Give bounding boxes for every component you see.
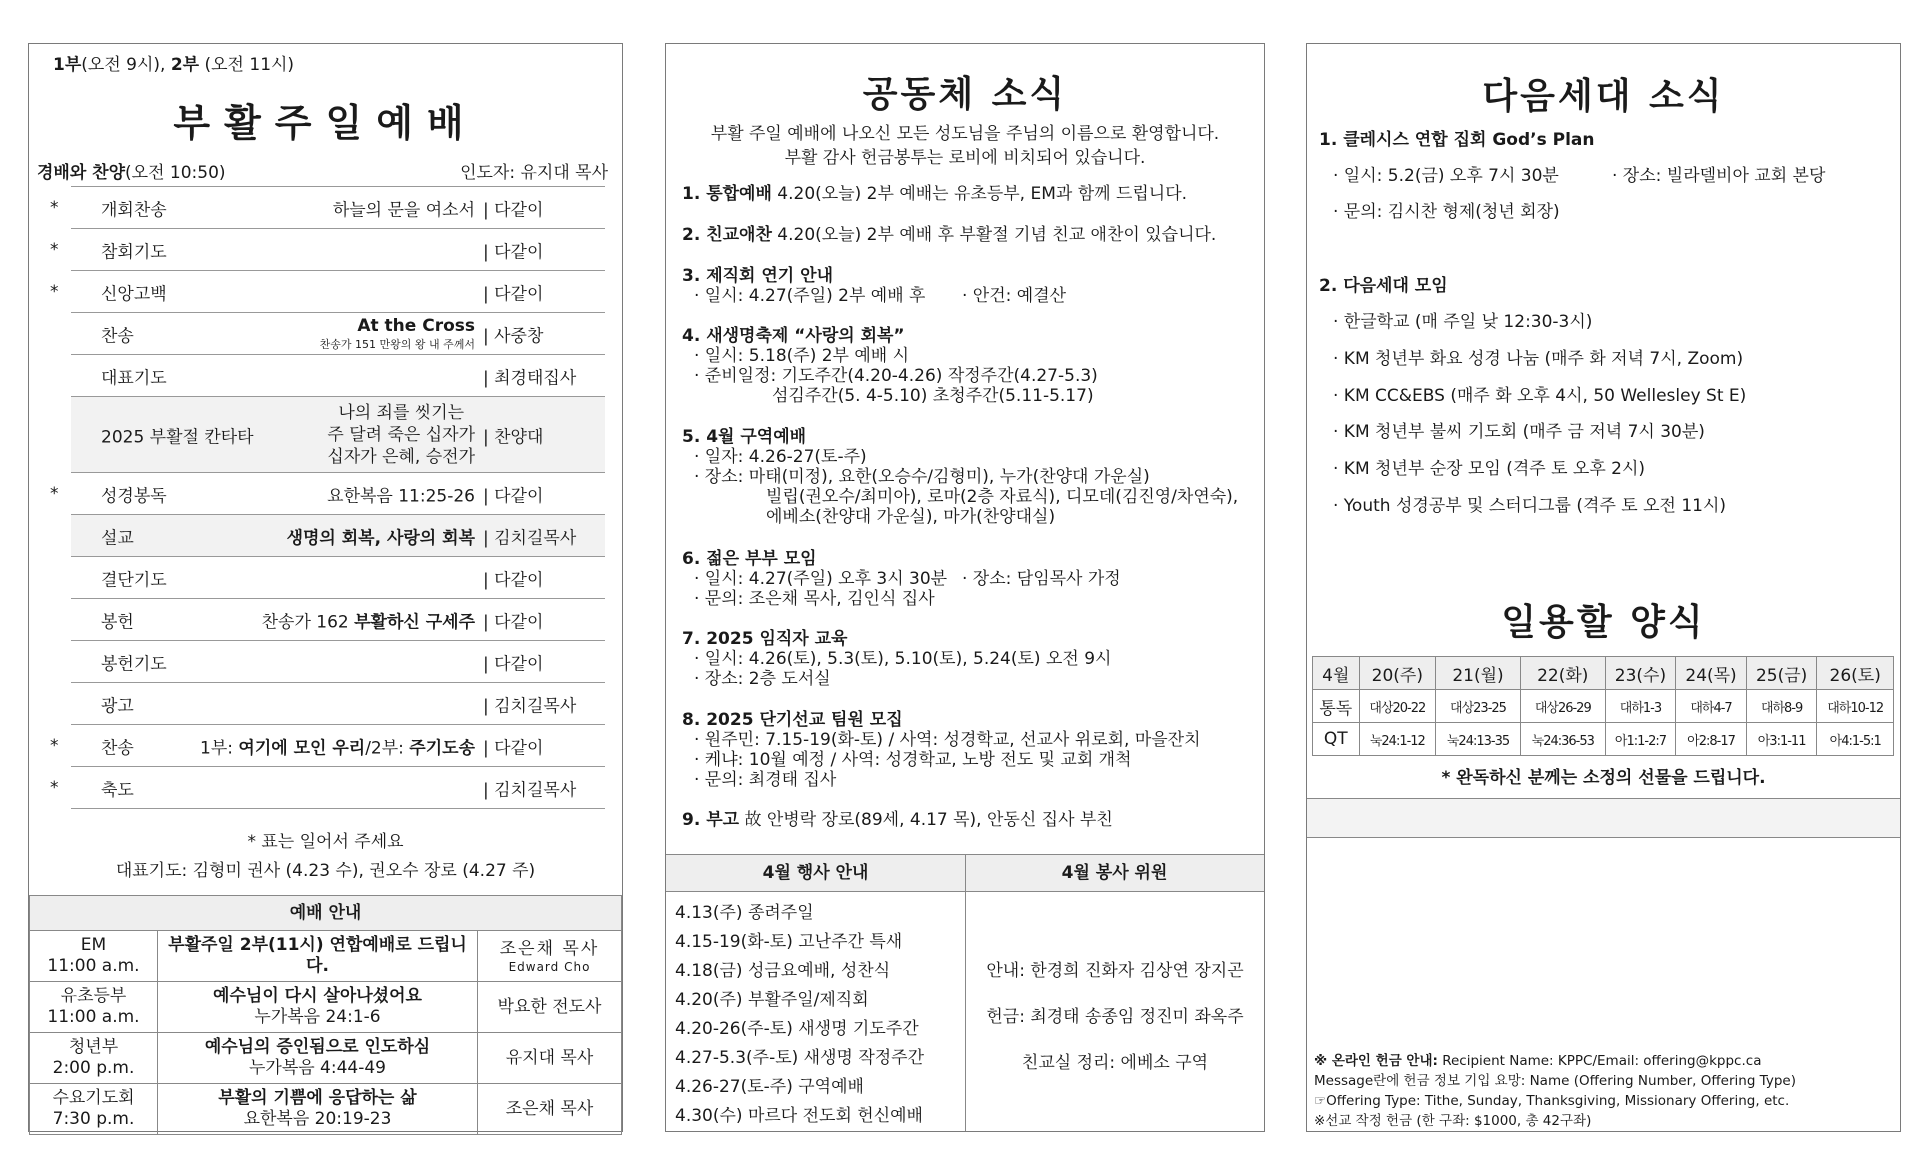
list-item: 4.27-5.3(주-토) 새생명 작정주간: [675, 1048, 925, 1068]
news-item: 1. 통합예배 4.20(오늘) 2부 예배는 유초등부, EM과 함께 드립니다.: [682, 184, 1188, 204]
news-item: 2. 친교애찬 4.20(오늘) 2부 예배 후 부활절 기념 친교 애찬이 있습니다.: [682, 225, 1217, 245]
april-events: [675, 899, 924, 1131]
order-item: 2025 부활절 칸타타 나의 죄를 씻기는 주 달려 죽은 십자가 십자가 은혜, 승전가 | 찬양대: [71, 397, 605, 473]
daily-bread-title: 일용할 양식: [1501, 602, 1706, 643]
list-item: · 한글학교 (매 주일 낮 12:30-3시): [1333, 312, 1593, 332]
list-item: · KM 청년부 화요 성경 나눔 (매주 화 저녁 7시, Zoom): [1333, 349, 1744, 369]
list-item: 4.30(수) 마르다 전도회 헌신예배: [675, 1106, 923, 1126]
column-divider: [965, 854, 966, 1131]
news-item: 4. 새생명축제 “사랑의 회복” · 일시: 5.18(주) 2부 예배 시 · 준비일정: 기도주간(4.20-4.26) 작정주간(4.27-5.3) 섬김주간(5. 4-5.10) 초청주간(5.11-5.17): [682, 326, 1098, 406]
order-item: 봉헌기도 | 다같이: [71, 641, 605, 683]
service-guide-table: [29, 895, 622, 1135]
worship-order-panel: [28, 43, 623, 1132]
order-item: 찬송 At the Cross 찬송가 151 만왕의 왕 내 주께서 | 사중창: [71, 313, 605, 355]
news-item: 3. 제직회 연기 안내 · 일시: 4.27(주일) 2부 예배 후 · 안건: 예결산: [682, 266, 1067, 306]
praise-leader: 인도자: 유지대 목사: [460, 163, 608, 183]
order-item: * 축도 | 김치길목사: [71, 767, 605, 809]
staff-usher: 안내: 한경희 진화자 김상연 장지곤: [986, 961, 1244, 981]
next-generation-panel: [1306, 43, 1901, 1132]
list-item: 4.13(주) 종려주일: [675, 903, 814, 923]
order-item: * 성경봉독 요한복음 11:25-26 | 다같이: [71, 473, 605, 515]
order-list: [50, 186, 605, 809]
order-item: 광고 | 김치길목사: [71, 683, 605, 725]
community-title: 공동체 소식: [862, 74, 1068, 115]
praise-line: 경배와 찬양(오전 10:50) 인도자: 유지대 목사: [37, 158, 608, 183]
table-row: 4월 20(주) 21(월) 22(화) 23(수) 24(목) 25(금) 26(토): [1313, 657, 1894, 690]
order-item-sermon: 설교 생명의 회복, 사랑의 회복 | 김치길목사: [71, 515, 605, 557]
news-item: 8. 2025 단기선교 팀원 모집 · 원주민: 7.15-19(화-토) / 사역: 성경학교, 선교사 위로회, 마을잔치 · 케냐: 10월 예정 / 사역: 성경학교, 노방 전도 및 교회 개척 · 문의: 최경태 집사: [682, 710, 1201, 790]
nextgen-section-title: 2. 다음세대 모임: [1319, 276, 1448, 296]
order-item: * 참회기도 | 다같이: [71, 229, 605, 271]
worship-title: 부활주일예배: [173, 101, 478, 145]
table-row: 청년부 2:00 p.m. 예수님의 증인됨으로 인도하심 누가복음 4:44-49 유지대 목사: [30, 1033, 622, 1084]
list-item: 4.15-19(화-토) 고난주간 특새: [675, 932, 903, 952]
order-item: * 찬송 1부: 여기에 모인 우리/2부: 주기도송 | 다같이: [71, 725, 605, 767]
staff-header: 4월 봉사 위원: [1061, 863, 1168, 883]
order-item: 봉헌 찬송가 162 부활하신 구세주 | 다같이: [71, 599, 605, 641]
list-item: · KM 청년부 순장 모임 (격주 토 오후 2시): [1333, 459, 1646, 479]
staff-offering: 헌금: 최경태 송종임 정진미 좌옥주: [986, 1007, 1244, 1027]
news-item: 6. 젊은 부부 모임 · 일시: 4.27(주일) 오후 3시 30분 · 장소: 담임목사 가정 · 문의: 조은채 목사, 김인식 집사: [682, 549, 1121, 609]
staff-fellowship: 친교실 정리: 에베소 구역: [1021, 1053, 1209, 1073]
community-intro: 부활 주일 예배에 나오신 모든 성도님을 주님의 이름으로 환영합니다. 부활 감사 헌금봉투는 로비에 비치되어 있습니다.: [710, 124, 1220, 168]
news-item: 9. 부고 故 안병락 장로(89세, 4.17 목), 안동신 집사 부친: [682, 810, 1113, 830]
list-item: 4.26-27(토-주) 구역예배: [675, 1077, 864, 1097]
prayer-note: 대표기도: 김형미 권사 (4.23 수), 권오수 장로 (4.27 주): [115, 861, 536, 881]
list-item: 4.18(금) 성금요예배, 성찬식: [675, 961, 891, 981]
list-item: · KM 청년부 불씨 기도회 (매주 금 저녁 7시 30분): [1333, 422, 1705, 442]
list-item: · 장소: 빌라델비아 교회 본당: [1612, 166, 1826, 186]
service-guide-header: 예배 안내: [30, 896, 622, 931]
table-row: 유초등부 11:00 a.m. 예수님이 다시 살아나셨어요 누가복음 24:1-6 박요한 전도사: [30, 982, 622, 1033]
news-item: 7. 2025 임직자 교육 · 일시: 4.26(토), 5.3(토), 5.10(토), 5.24(토) 오전 9시 · 장소: 2층 도서실: [682, 629, 1112, 689]
online-offering-info: ※ 온라인 헌금 안내: Recipient Name: KPPC/Email: offering@kppc.ca Message란에 헌금 정보 기입 요망: Name (Offering Number, Offering Type) ☞Offering Type: Tithe, Sunday, Thanksgiving, Missionary Offering, etc. ※선교 작정 헌금 (한 구좌: $1000, 총 42구좌): [1314, 1053, 1796, 1129]
completion-note: * 완독하신 분께는 소정의 선물을 드립니다.: [1441, 768, 1766, 788]
list-item: · 문의: 김시찬 형제(청년 회장): [1333, 202, 1560, 222]
reading-table: [1312, 656, 1894, 756]
service-times: 1부(오전 9시), 2부 (오전 11시): [53, 55, 295, 75]
nextgen-title: 다음세대 소식: [1482, 76, 1725, 117]
list-item: · Youth 성경공부 및 스터디그룹 (격주 토 오전 11시): [1333, 496, 1727, 516]
table-row: 통독 대상20-22 대상23-25 대상26-29 대하1-3 대하4-7 대하8-9 대하10-12: [1313, 690, 1894, 723]
table-row: QT 눅24:1-12 눅24:13-35 눅24:36-53 아1:1-2:7 아2:8-17 아3:1-11 아4:1-5:1: [1313, 723, 1894, 756]
list-item: 4.20-26(주-토) 새생명 기도주간: [675, 1019, 919, 1039]
blank-band: [1307, 798, 1900, 838]
order-item: * 신앙고백 | 다같이: [71, 271, 605, 313]
order-item: 대표기도 | 최경태집사: [71, 355, 605, 397]
order-item: 결단기도 | 다같이: [71, 557, 605, 599]
order-item: * 개회찬송 하늘의 문을 여소서 | 다같이: [71, 187, 605, 229]
events-header: 4월 행사 안내: [762, 863, 869, 883]
stand-note: * 표는 일어서 주세요: [247, 832, 404, 852]
news-item: 5. 4월 구역예배 · 일자: 4.26-27(토-주) · 장소: 마태(미정), 요한(오승수/김형미), 누가(찬양대 가운실) 빌립(권오수/최미아), 로마(2층 자료식), 디모데(김진영/차연숙), 에베소(찬양대 가운실), 마가(찬양대실): [682, 427, 1239, 527]
list-item: 4.20(주) 부활주일/제직회: [675, 990, 869, 1010]
list-item: · KM CC&EBS (매주 화 오후 4시, 50 Wellesley St E): [1333, 386, 1747, 406]
table-row: 수요기도회 7:30 p.m. 부활의 기쁨에 응답하는 삶 요한복음 20:19-23 조은채 목사: [30, 1084, 622, 1135]
nextgen-section-title: 1. 클레시스 연합 집회 God’s Plan: [1319, 130, 1595, 150]
community-news-panel: [665, 43, 1265, 1132]
table-row: EM 11:00 a.m. 부활주일 2부(11시) 연합예배로 드립니다. 조은채 목사 Edward Cho: [30, 931, 622, 982]
list-item: · 일시: 5.2(금) 오후 7시 30분: [1333, 166, 1559, 186]
